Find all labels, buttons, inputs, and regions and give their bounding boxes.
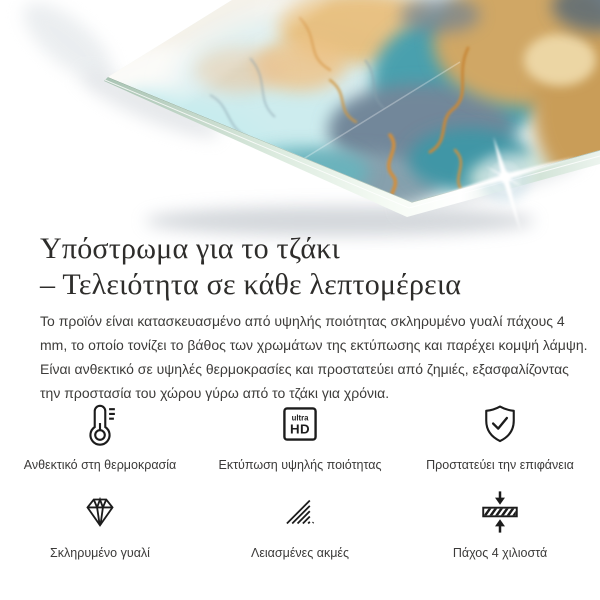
svg-text:ultra: ultra (291, 413, 309, 423)
feature-thickness (400, 487, 600, 561)
page-title-line2: – Τελειότητα σε κάθε λεπτομέρεια (40, 268, 462, 301)
feature-temperature (0, 399, 200, 473)
page-title (40, 231, 570, 303)
glass-panel (0, 0, 600, 250)
feature-print-quality (200, 399, 400, 473)
product-description: Το προϊόν είναι κατασκευασμένο από υψηλής ποιότητας σκληρυμένο γυαλί πάχους 4 mm, το οποίο τονίζει το βάθος των χρωμάτων της εκτύπωσης και παρέχει κομψή λάμψη. Είναι ανθεκτικό σε υψηλές θερμοκρασίες και προστατεύει από ζημιές, εξασφαλίζοντας την προστασία του χώρου γύρω από το τζάκι για χρόνια. (40, 313, 588, 401)
feature-surface-protection (400, 399, 600, 473)
svg-text:HD: HD (289, 421, 311, 437)
feature-label: Ανθεκτικό στη θερμοκρασία (23, 458, 177, 472)
diamond-icon (79, 487, 121, 537)
shield-check-icon (478, 399, 522, 449)
feature-label: Πάχος 4 χιλιοστά (452, 546, 548, 560)
feature-grid (0, 399, 600, 561)
feature-label: Προστατεύει την επιφάνεια (426, 458, 574, 472)
thermometer-icon (77, 399, 123, 449)
feature-polished-edges (200, 487, 400, 561)
ultra-hd-icon (278, 399, 322, 449)
feature-label: Σκληρυμένο γυαλί (50, 546, 150, 560)
feature-tempered-glass (0, 487, 200, 561)
page-title-line1: Υπόστρωμα για το τζάκι (40, 232, 340, 265)
feature-label: Λειασμένες ακμές (250, 546, 349, 560)
polished-edges-icon (280, 487, 320, 537)
thickness-icon (477, 487, 523, 537)
feature-label: Εκτύπωση υψηλής ποιότητας (218, 458, 382, 472)
hero-image (0, 0, 600, 250)
